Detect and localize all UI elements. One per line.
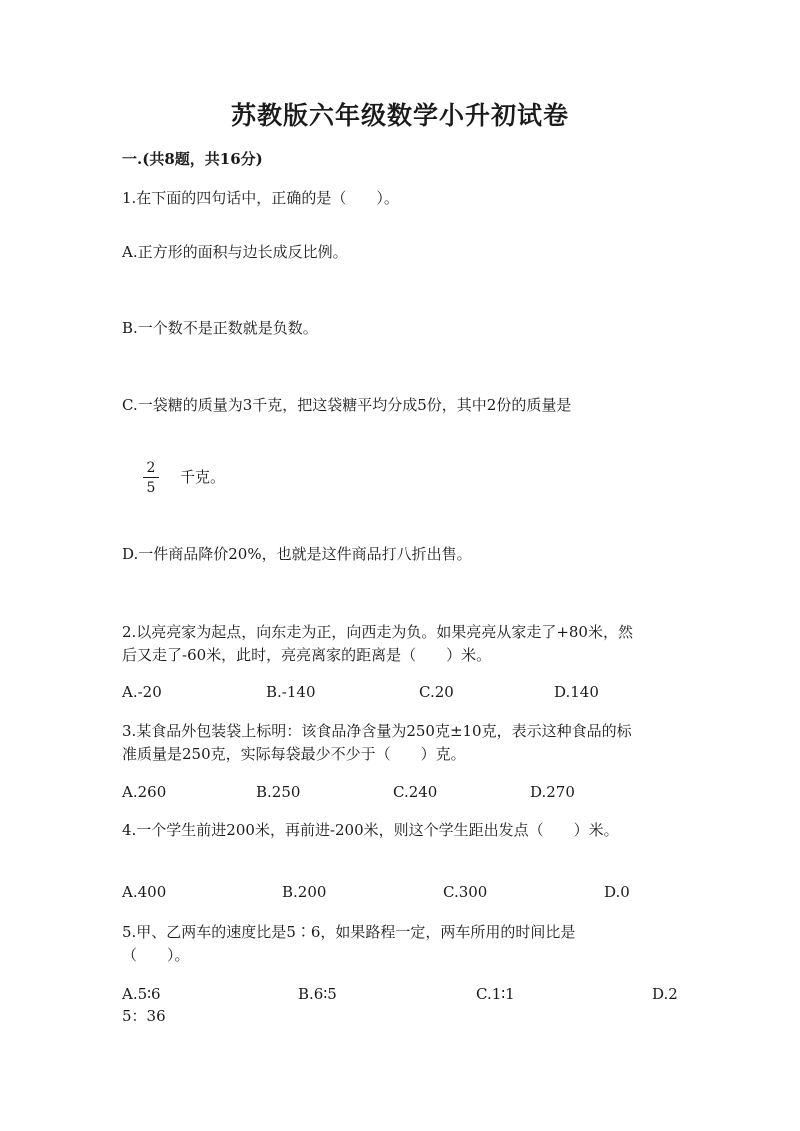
q5-stem-line2: （ ）。	[122, 946, 190, 964]
q1-stem: 1.在下面的四句话中，正确的是（ ）。	[122, 189, 399, 207]
section-heading: 一.(共8题，共16分)	[122, 150, 263, 168]
q2-option-a: A.-20	[122, 683, 162, 701]
q2-option-b: B.-140	[266, 683, 316, 701]
q5-option-d-continued: 5：36	[122, 1007, 166, 1025]
fraction-bar	[143, 477, 159, 478]
q1-option-c-fraction	[143, 460, 159, 496]
q4-stem: 4.一个学生前进200米，再前进-200米，则这个学生距出发点（ ）米。	[122, 821, 619, 839]
q2-option-c: C.20	[419, 683, 454, 701]
page-title: 苏教版六年级数学小升初试卷	[230, 101, 569, 130]
q4-option-b: B.200	[282, 883, 327, 901]
q5-stem-line1: 5.甲、乙两车的速度比是5∶6，如果路程一定，两车所用的时间比是	[122, 923, 576, 941]
q4-option-c: C.300	[443, 883, 488, 901]
q3-option-b: B.250	[256, 783, 301, 801]
q4-option-a: A.400	[122, 883, 167, 901]
fraction-denominator: 5	[146, 480, 156, 496]
q5-option-a: A.5∶6	[122, 985, 161, 1003]
q1-option-c-unit: 千克。	[180, 468, 226, 486]
q1-option-a: A.正方形的面积与边长成反比例。	[122, 243, 348, 261]
q2-stem-line1: 2.以亮亮家为起点，向东走为正，向西走为负。如果亮亮从家走了+80米，然	[122, 623, 633, 641]
q2-option-d: D.140	[554, 683, 599, 701]
q3-stem-line2: 准质量是250克，实际每袋最少不少于（ ）克。	[122, 745, 466, 763]
q1-option-b: B.一个数不是正数就是负数。	[122, 319, 318, 337]
q5-option-b: B.6∶5	[298, 985, 337, 1003]
q3-option-c: C.240	[393, 783, 438, 801]
q3-option-a: A.260	[122, 783, 167, 801]
q2-stem-line2: 后又走了-60米，此时，亮亮离家的距离是（ ）米。	[122, 646, 492, 664]
fraction-numerator: 2	[146, 460, 156, 476]
q1-option-d: D.一件商品降价20%，也就是这件商品打八折出售。	[122, 545, 472, 563]
q4-option-d: D.0	[604, 883, 630, 901]
q5-option-d: D.2	[652, 985, 678, 1003]
q1-option-c: C.一袋糖的质量为3千克，把这袋糖平均分成5份，其中2份的质量是	[122, 396, 572, 414]
q3-option-d: D.270	[530, 783, 575, 801]
q3-stem-line1: 3.某食品外包装袋上标明：该食品净含量为250克±10克，表示这种食品的标	[122, 722, 632, 740]
q5-option-c: C.1∶1	[476, 985, 515, 1003]
